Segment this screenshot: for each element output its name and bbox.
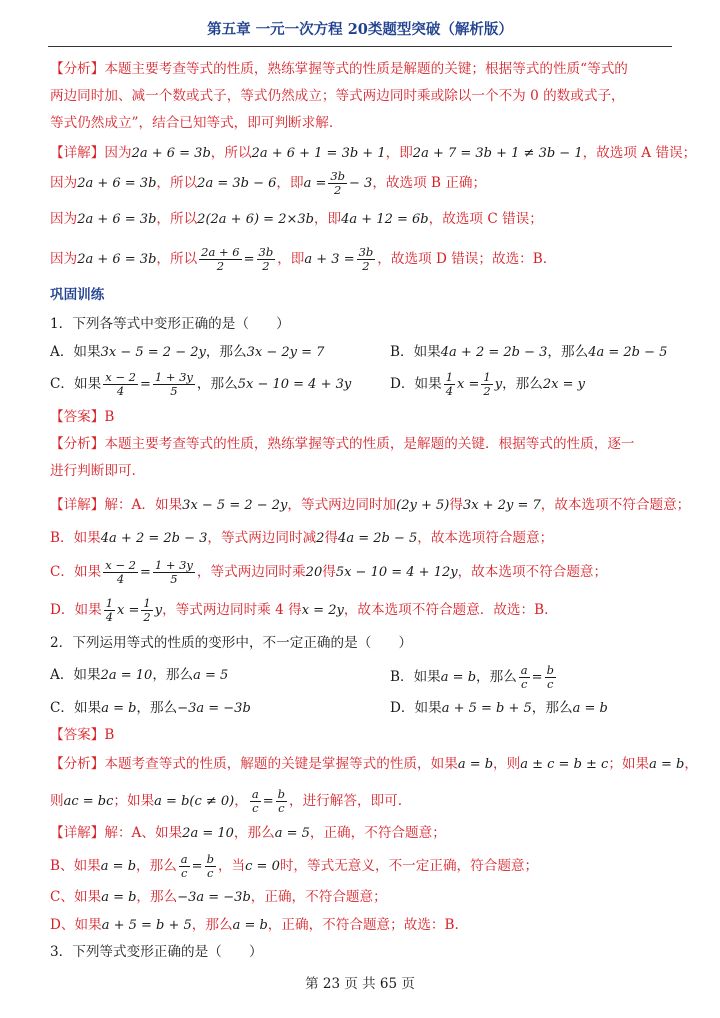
formula: 2a + 6 + 1 = 3b + 1 bbox=[251, 146, 386, 161]
formula: 3x + 2y = 7 bbox=[462, 498, 541, 513]
section-title: 巩固训练 bbox=[50, 287, 105, 303]
denominator: 2 bbox=[262, 259, 270, 273]
formula: 5x − 10 = 4 + 3y bbox=[237, 377, 352, 392]
q2-option-d bbox=[390, 697, 608, 720]
text: ，故本选项不符合题意．故选：B. bbox=[343, 602, 549, 618]
formula: a = 5 bbox=[193, 668, 229, 683]
text: B．如果 bbox=[390, 669, 441, 685]
text: ，那么 bbox=[136, 858, 177, 874]
formula: = bbox=[531, 670, 543, 685]
text: 时，等式无意义，不一定正确，符合题意； bbox=[279, 858, 539, 874]
denominator: c bbox=[207, 866, 214, 880]
text: ；如果 bbox=[113, 793, 155, 809]
text: ，进行解答，即可. bbox=[289, 793, 403, 809]
q1-detail-line-2 bbox=[50, 527, 680, 550]
denominator: 4 bbox=[116, 572, 125, 586]
text: 【详解】解：A．如果 bbox=[50, 497, 183, 513]
numerator: 2a + 6 bbox=[201, 245, 240, 259]
text: 得 bbox=[322, 564, 336, 580]
text: 【分析】本题考查等式的性质，解题的关键是掌握等式的性质，如果 bbox=[50, 756, 458, 772]
q2-options-cd bbox=[50, 697, 680, 720]
text: C．如果 bbox=[50, 700, 102, 716]
formula: (2y + 5) bbox=[396, 498, 450, 513]
text: D、如果 bbox=[50, 917, 102, 933]
q1-detail-line-3 bbox=[50, 559, 680, 586]
prev-detail-line-4 bbox=[50, 246, 680, 273]
q1-answer: 【答案】B bbox=[50, 409, 115, 425]
text: ；如果 bbox=[608, 756, 650, 772]
prev-analysis-line-2: 两边同时加、减一个数或式子，等式仍然成立；等式两边同时乘或除以一个不为 0 的数或式子， bbox=[50, 88, 625, 104]
q1-analysis-line-2: 进行判断即可. bbox=[50, 463, 136, 479]
formula: 5x − 10 = 4 + 12y bbox=[335, 565, 458, 580]
numerator: b bbox=[546, 663, 554, 677]
text: ，等式两边同时乘 bbox=[196, 564, 306, 580]
q2-detail-line-2 bbox=[50, 853, 680, 880]
q2-options-ab bbox=[50, 663, 680, 691]
denominator: 4 bbox=[445, 384, 454, 398]
text: ，故选项 C 错误； bbox=[428, 211, 543, 227]
text: ，那么 bbox=[502, 376, 543, 392]
numerator: 3b bbox=[330, 169, 346, 183]
fraction bbox=[250, 788, 261, 815]
text: B、如果 bbox=[50, 858, 101, 874]
fraction bbox=[328, 170, 347, 197]
formula: 2(2a + 6) = 2×3b bbox=[197, 212, 314, 227]
q1-option-b bbox=[390, 341, 667, 364]
formula: 3x − 5 = 2 − 2y bbox=[100, 345, 206, 360]
denominator: 5 bbox=[170, 384, 178, 398]
formula: a + 3 = bbox=[304, 252, 355, 267]
formula: y bbox=[494, 377, 503, 392]
numerator: x − 2 bbox=[105, 370, 136, 384]
denominator: c bbox=[278, 801, 285, 815]
formula: 2x = y bbox=[542, 377, 585, 392]
denominator: 2 bbox=[483, 384, 491, 398]
formula: a + 5 = b + 5 bbox=[101, 918, 192, 933]
denominator: c bbox=[521, 677, 528, 691]
text: C．如果 bbox=[50, 564, 102, 580]
formula: 2a = 3b − 6 bbox=[197, 176, 277, 191]
fraction bbox=[179, 853, 190, 880]
text: ，即 bbox=[276, 175, 304, 191]
text: ，故选项 A 错误； bbox=[582, 145, 697, 161]
text: ，即 bbox=[385, 145, 413, 161]
denominator: c bbox=[181, 866, 188, 880]
q1-option-c bbox=[50, 370, 352, 398]
page-header: 第五章 一元一次方程 20类题型突破（解析版） bbox=[48, 18, 672, 47]
denominator: c bbox=[252, 801, 259, 815]
formula: 2a + 6 = 3b bbox=[131, 146, 211, 161]
numerator: a bbox=[520, 663, 528, 677]
q2-detail-line-4 bbox=[50, 914, 680, 937]
text: C、如果 bbox=[50, 889, 102, 905]
denominator: c bbox=[547, 677, 554, 691]
formula: ac = bc bbox=[63, 794, 114, 809]
formula: 20 bbox=[305, 565, 323, 580]
numerator: 3b bbox=[358, 245, 374, 259]
fraction bbox=[153, 371, 195, 398]
formula: −3a = −3b bbox=[177, 890, 251, 905]
q1-options-cd bbox=[50, 371, 680, 398]
prev-detail-line-2 bbox=[50, 170, 680, 197]
q2-detail-line-1 bbox=[50, 822, 680, 845]
formula: x = bbox=[117, 603, 140, 618]
formula: x = bbox=[457, 377, 480, 392]
q2-stem: 2．下列运用等式的性质的变形中，不一定正确的是（ ） bbox=[50, 635, 413, 651]
text: D．如果 bbox=[50, 602, 102, 618]
fraction bbox=[199, 246, 241, 273]
denominator: 2 bbox=[216, 259, 225, 273]
text: ，等式两边同时加 bbox=[287, 497, 397, 513]
text: ，故本选项符合题意； bbox=[417, 530, 554, 546]
denominator: 2 bbox=[362, 259, 370, 273]
formula: 4a = 2b − 5 bbox=[588, 345, 668, 360]
q1-option-a bbox=[50, 344, 324, 360]
prev-detail-line-3 bbox=[50, 208, 680, 231]
fraction bbox=[357, 246, 376, 273]
q1-stem: 1．下列各等式中变形正确的是（ ） bbox=[50, 316, 290, 332]
formula: = bbox=[191, 859, 203, 874]
text: ，所以 bbox=[156, 211, 198, 227]
page-footer: 第 23 页 共 65 页 bbox=[305, 976, 415, 992]
numerator: b bbox=[206, 852, 214, 866]
text: ，则 bbox=[493, 756, 521, 772]
formula: a = b bbox=[440, 670, 477, 685]
formula: x = 2y bbox=[301, 603, 344, 618]
text: ，正确，不符合题意；故选：B. bbox=[267, 917, 459, 933]
formula: = bbox=[139, 377, 151, 392]
formula: 4a = 2b − 5 bbox=[338, 531, 418, 546]
text: ，即 bbox=[277, 251, 305, 267]
text: ，所以 bbox=[156, 251, 198, 267]
formula: a = b bbox=[232, 918, 268, 933]
q1-analysis-line-1: 【分析】本题主要考查等式的性质，熟练掌握等式的性质，是解题的关键．根据等式的性质，逐一 bbox=[50, 436, 635, 452]
text: ，那么 bbox=[136, 889, 178, 905]
formula: a = b bbox=[101, 701, 137, 716]
text: ， bbox=[234, 793, 248, 809]
fraction bbox=[481, 371, 492, 398]
fraction bbox=[257, 246, 276, 273]
formula: 2a + 6 = 3b bbox=[77, 252, 157, 267]
numerator: b bbox=[277, 787, 285, 801]
fraction bbox=[276, 788, 287, 815]
formula: a = b bbox=[649, 757, 685, 772]
numerator: 1 bbox=[483, 370, 491, 384]
formula: − 3 bbox=[349, 176, 373, 191]
fraction bbox=[103, 559, 138, 586]
numerator: 1 + 3y bbox=[154, 370, 193, 384]
q3-stem: 3．下列等式变形正确的是（ ） bbox=[50, 944, 263, 960]
formula: a = 5 bbox=[274, 826, 310, 841]
formula: 2 bbox=[316, 531, 325, 546]
text: ，当 bbox=[217, 858, 246, 874]
formula: a = b bbox=[572, 701, 608, 716]
formula: 3x − 2y = 7 bbox=[246, 345, 325, 360]
text: 因为 bbox=[50, 211, 78, 227]
text: ，那么 bbox=[476, 669, 517, 685]
denominator: 2 bbox=[334, 183, 342, 197]
formula: 2a + 6 = 3b bbox=[77, 212, 157, 227]
text: ，那么 bbox=[152, 667, 194, 683]
formula: 4a + 2 = 2b − 3 bbox=[100, 531, 208, 546]
q2-analysis-line-1 bbox=[50, 753, 698, 776]
formula: a = b(c ≠ 0) bbox=[154, 794, 235, 809]
fraction bbox=[205, 853, 216, 880]
text: ，即 bbox=[313, 211, 342, 227]
formula: 2a = 10 bbox=[182, 826, 234, 841]
text: ，等式两边同时减 bbox=[207, 530, 317, 546]
text: ， bbox=[684, 756, 698, 772]
text: ，那么 bbox=[205, 344, 247, 360]
q2-option-b bbox=[390, 664, 558, 691]
denominator: 5 bbox=[170, 572, 178, 586]
formula: 2a + 6 = 3b bbox=[77, 176, 157, 191]
formula: = bbox=[243, 252, 255, 267]
text: 【详解】解：A、如果 bbox=[50, 825, 183, 841]
q1-detail-line-1 bbox=[50, 494, 691, 517]
q1-option-d bbox=[390, 371, 585, 398]
q1-detail-line-4 bbox=[50, 597, 680, 624]
denominator: 4 bbox=[105, 610, 114, 624]
text: 【详解】因为 bbox=[50, 145, 132, 161]
numerator: 1 + 3y bbox=[154, 558, 193, 572]
text: ，故选项 D 错误；故选：B. bbox=[377, 251, 548, 267]
text: 因为 bbox=[50, 251, 78, 267]
formula: 2a = 10 bbox=[100, 668, 153, 683]
formula: a = b bbox=[457, 757, 494, 772]
text: ，正确，不符合题意； bbox=[250, 889, 387, 905]
numerator: 3b bbox=[258, 245, 274, 259]
formula: −3a = −3b bbox=[177, 701, 251, 716]
formula: 2a + 7 = 3b + 1 ≠ 3b − 1 bbox=[412, 146, 583, 161]
text: ，那么 bbox=[136, 700, 178, 716]
q2-answer: 【答案】B bbox=[50, 727, 115, 743]
text: D．如果 bbox=[390, 700, 442, 716]
formula: c = 0 bbox=[245, 859, 280, 874]
text: A．如果 bbox=[50, 344, 101, 360]
formula: a = b bbox=[100, 859, 137, 874]
formula: = bbox=[262, 794, 274, 809]
text: A．如果 bbox=[50, 667, 101, 683]
formula: y bbox=[154, 603, 163, 618]
numerator: 1 bbox=[445, 370, 454, 384]
fraction bbox=[545, 664, 556, 691]
text: D．如果 bbox=[390, 376, 442, 392]
numerator: 1 bbox=[105, 596, 114, 610]
numerator: 1 bbox=[143, 596, 151, 610]
text: ，故本选项不符合题意； bbox=[540, 497, 691, 513]
formula: 4a + 2 = 2b − 3 bbox=[440, 345, 548, 360]
text: ，那么 bbox=[531, 700, 573, 716]
text: ，所以 bbox=[210, 145, 252, 161]
denominator: 4 bbox=[116, 384, 125, 398]
prev-detail-line-1 bbox=[50, 142, 697, 165]
q2-analysis-line-2 bbox=[50, 788, 680, 815]
q2-option-c bbox=[50, 700, 251, 716]
text: 得 bbox=[449, 497, 463, 513]
text: 则 bbox=[50, 793, 64, 809]
text: ，正确，不符合题意； bbox=[309, 825, 446, 841]
text: ，那么 bbox=[547, 344, 589, 360]
text: ，那么 bbox=[196, 376, 238, 392]
text: B．如果 bbox=[390, 344, 441, 360]
text: ，故选项 B 正确； bbox=[372, 175, 487, 191]
text: C．如果 bbox=[50, 376, 102, 392]
denominator: 2 bbox=[143, 610, 151, 624]
text: B．如果 bbox=[50, 530, 101, 546]
numerator: a bbox=[180, 852, 188, 866]
fraction bbox=[141, 597, 152, 624]
formula: a + 5 = b + 5 bbox=[441, 701, 532, 716]
formula: a ± c = b ± c bbox=[520, 757, 609, 772]
formula: a = bbox=[303, 176, 327, 191]
formula: a = b bbox=[101, 890, 137, 905]
fraction bbox=[103, 371, 138, 398]
text: ，等式两边同时乘 4 得 bbox=[162, 602, 302, 618]
numerator: x − 2 bbox=[105, 558, 136, 572]
text: ，那么 bbox=[191, 917, 233, 933]
fraction bbox=[153, 559, 195, 586]
fraction bbox=[444, 371, 455, 398]
numerator: a bbox=[251, 787, 259, 801]
text: ，所以 bbox=[156, 175, 198, 191]
prev-analysis-line-1: 【分析】本题主要考查等式的性质，熟练掌握等式的性质是解题的关键；根据等式的性质“等式的 bbox=[50, 61, 628, 77]
text: ，那么 bbox=[233, 825, 275, 841]
q2-detail-line-3 bbox=[50, 886, 680, 909]
q1-options-ab bbox=[50, 341, 680, 364]
formula: 4a + 12 = 6b bbox=[341, 212, 429, 227]
text: 得 bbox=[324, 530, 339, 546]
fraction bbox=[104, 597, 115, 624]
prev-analysis-line-3: 等式仍然成立”，结合已知等式，即可判断求解. bbox=[50, 115, 334, 131]
text: 因为 bbox=[50, 175, 78, 191]
fraction bbox=[519, 664, 530, 691]
text: ，故本选项不符合题意； bbox=[457, 564, 608, 580]
formula: = bbox=[139, 565, 151, 580]
q2-option-a bbox=[50, 667, 228, 683]
formula: 3x − 5 = 2 − 2y bbox=[182, 498, 288, 513]
